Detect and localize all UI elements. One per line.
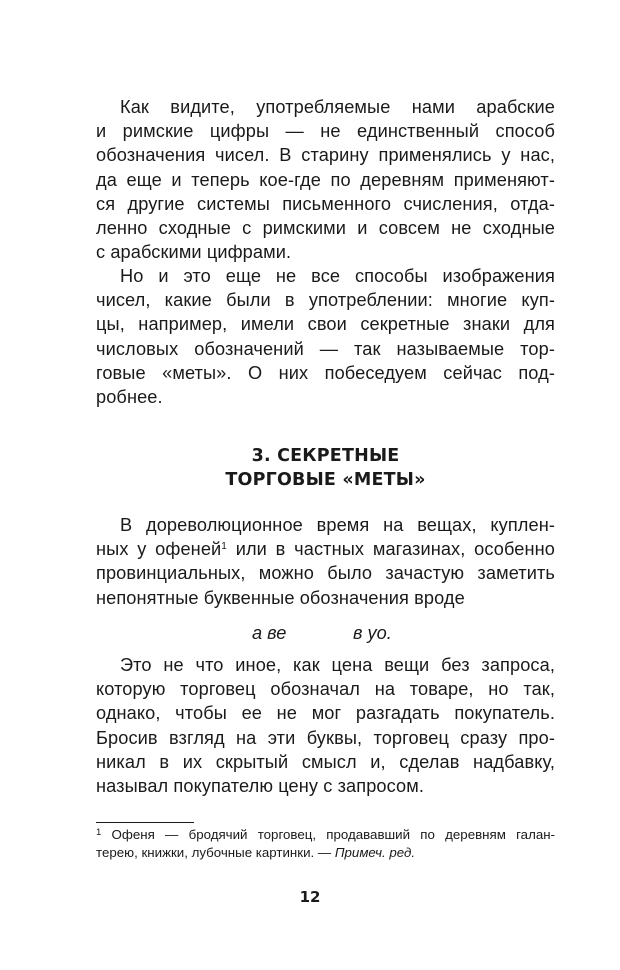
footnote-reference: 1 xyxy=(221,541,227,553)
paragraph-1-line: Как видите, употребляемые нами арабские xyxy=(120,97,555,117)
letter-code-right: в уо. xyxy=(353,623,392,643)
paragraph-2-line: чисел, какие были в употреблении: многие куп- xyxy=(96,290,555,311)
paragraph-4-line: Бросив взгляд на эти буквы, торговец сразу про- xyxy=(96,727,555,748)
paragraph-1-line: да еще и теперь кое-где по деревням применяют- xyxy=(96,169,555,190)
paragraph-1-line: с арабскими цифрами. xyxy=(96,242,292,263)
section-heading xyxy=(96,444,555,492)
page-number: 12 xyxy=(299,888,321,906)
footnote-mark: 1 xyxy=(96,827,102,838)
paragraph-1 xyxy=(96,95,555,264)
paragraph-3-line: непонятные буквенные обозначения вроде xyxy=(96,587,465,608)
footnote-text: Офеня — бродячий торговец, продававший по деревням галан- xyxy=(101,827,555,842)
paragraph-1-line: и римские цифры — не единственный способ xyxy=(96,121,555,142)
paragraph-4-line: которую торговец обозначал на товаре, но так, xyxy=(96,679,555,700)
footnote-divider xyxy=(96,822,194,823)
paragraph-4-line: никал в их скрытый смысл и, сделав надбавку, xyxy=(96,751,555,772)
paragraph-3-line: В дореволюционное время на вещах, куплен- xyxy=(120,515,555,535)
paragraph-4-line: однако, чтобы ее не мог разгадать покупатель. xyxy=(96,703,555,724)
paragraph-3-text: или в частных магазинах, особенно xyxy=(226,539,556,560)
paragraph-4-line: Это не что иное, как цена вещи без запроса, xyxy=(120,655,555,675)
paragraph-2-line: числовых обозначений — так называемые тор- xyxy=(96,338,555,359)
paragraph-1-line: ленно сходные с римскими и совсем не сходные xyxy=(96,218,555,239)
paragraph-2-line: цы, например, имели свои секретные знаки для xyxy=(96,314,555,335)
paragraph-2-line: Но и это еще не все способы изображения xyxy=(120,266,555,286)
paragraph-3-text: ных у офеней xyxy=(96,539,222,560)
section-heading-line-2: ТОРГОВЫЕ «МЕТЫ» xyxy=(225,470,426,490)
paragraph-4-line: называл покупателю цену с запросом. xyxy=(96,776,424,797)
footnote-editor-note: Примеч. ред. xyxy=(334,845,416,860)
paragraph-2 xyxy=(96,264,555,409)
paragraph-3-line: провинциальных, можно было зачастую заметить xyxy=(96,563,555,584)
section-heading-line-1: 3. СЕКРЕТНЫЕ xyxy=(251,446,400,466)
footnote-line xyxy=(96,826,555,844)
footnote-text: терею, книжки, лубочные картинки. — xyxy=(96,845,335,860)
paragraph-2-line: говые «меты». О них побеседуем сейчас под- xyxy=(96,362,555,383)
paragraph-1-line: обозначения чисел. В старину применялись у нас, xyxy=(96,145,555,166)
paragraph-2-line: робнее. xyxy=(96,387,163,408)
footnote-line xyxy=(96,844,555,862)
paragraph-3 xyxy=(96,513,555,610)
paragraph-3-line xyxy=(96,537,555,561)
paragraph-4 xyxy=(96,653,555,798)
paragraph-1-line: ся другие системы письменного счисления, отда- xyxy=(96,193,555,214)
letter-code-left: а ве xyxy=(252,623,287,643)
footnote xyxy=(96,826,555,862)
